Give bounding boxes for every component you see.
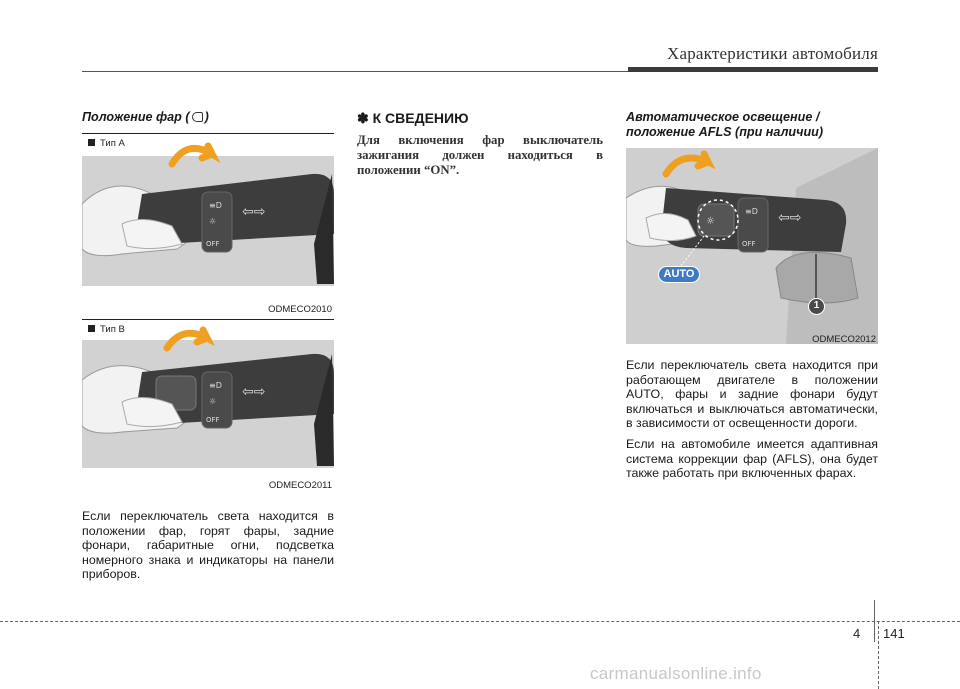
- figure-type-b-code: ODMECO2011: [268, 480, 332, 491]
- auto-stalk-illustration: [626, 148, 878, 344]
- watermark-text: carmanualsonline.info: [590, 664, 762, 683]
- footer-divider-dashed: [878, 621, 879, 689]
- auto-badge-text: AUTO: [663, 268, 695, 280]
- svg-text:OFF: OFF: [206, 240, 220, 248]
- auto-light-paragraph-1: Если переключатель света находится при работающем двигателе в положении AUTO, фары и задние фонари будут включаться и выключаться автоматически, в зависимости от освещенности дороги.: [626, 358, 878, 431]
- header-title: Характеристики автомобиля: [667, 44, 878, 63]
- svg-text:☼: ☼: [706, 216, 715, 227]
- figure-auto-code: ODMECO2012: [812, 334, 876, 345]
- figure-type-b: [82, 319, 334, 495]
- note-text: Для включения фар выключатель зажигания должен находиться в положении “ON”.: [357, 133, 603, 177]
- type-b-text: Тип B: [100, 324, 125, 335]
- auto-light-paragraph-2: Если на автомобиле имеется адаптивная система коррекции фар (AFLS), она будет также работать при включенных фарах.: [626, 436, 878, 481]
- svg-text:⇦⇨: ⇦⇨: [242, 204, 266, 220]
- right-column: [626, 110, 878, 481]
- callout-number: [808, 298, 825, 315]
- type-a-text: Тип A: [100, 138, 125, 149]
- callout-number-text: 1: [813, 300, 820, 311]
- figure-type-b-label: [88, 324, 125, 335]
- header-rule-accent: [628, 67, 878, 72]
- middle-column: [357, 110, 603, 177]
- svg-text:≡D: ≡D: [745, 207, 758, 216]
- figure-type-a: [82, 133, 334, 319]
- auto-badge: [658, 266, 700, 283]
- chapter-number: 4: [853, 626, 861, 641]
- page-number: 141: [883, 626, 905, 641]
- figure-auto: [626, 148, 878, 354]
- note-title: ✽ К СВЕДЕНИЮ: [357, 110, 469, 126]
- footer-divider: [874, 600, 875, 642]
- left-column: [82, 110, 334, 582]
- stalk-illustration-a: [82, 134, 334, 304]
- svg-text:☼: ☼: [209, 217, 217, 226]
- svg-text:≡D: ≡D: [209, 381, 222, 390]
- svg-text:⇦⇨: ⇦⇨: [778, 210, 802, 226]
- footer-rule: [0, 621, 960, 622]
- heading-suffix: ): [204, 110, 209, 124]
- bullet-square-icon: [88, 325, 95, 332]
- svg-text:≡D: ≡D: [209, 201, 222, 210]
- headlight-position-paragraph: Если переключатель света находится в положении фар, горят фары, задние фонари, габаритные огни, подсветка номерного знака и индикаторы на панели приборов.: [82, 509, 334, 582]
- stalk-illustration-b: [82, 320, 334, 482]
- headlight-position-heading: [82, 110, 334, 125]
- svg-text:⇦⇨: ⇦⇨: [242, 384, 266, 400]
- auto-light-heading: Автоматическое освещение / положение AFLS (при наличии): [626, 110, 824, 139]
- headlight-icon: [192, 112, 203, 122]
- svg-text:☼: ☼: [209, 397, 217, 406]
- figure-type-a-label: [88, 138, 125, 149]
- svg-text:OFF: OFF: [206, 416, 220, 424]
- heading-prefix: Положение фар (: [82, 110, 190, 124]
- figure-type-a-code: ODMECO2010: [268, 304, 332, 315]
- bullet-square-icon: [88, 139, 95, 146]
- svg-text:OFF: OFF: [742, 240, 756, 248]
